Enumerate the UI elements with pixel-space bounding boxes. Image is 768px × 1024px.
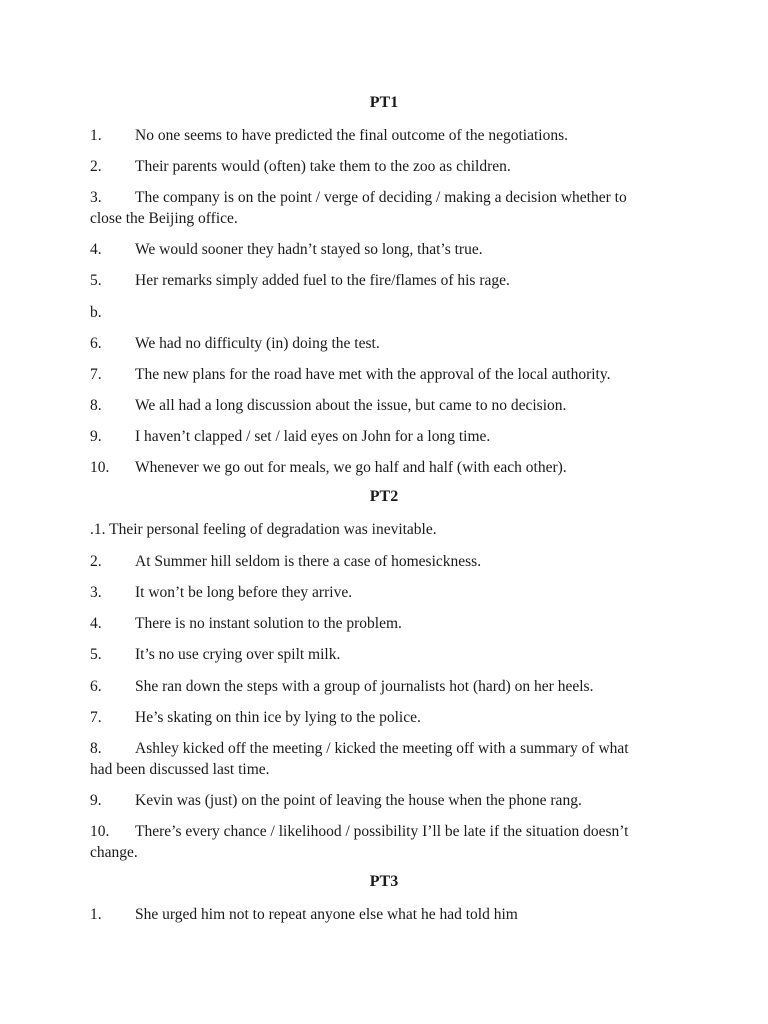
item-text: She ran down the steps with a group of journalists hot (hard) on her heels. <box>135 678 594 695</box>
item-text: The new plans for the road have met with the approval of the local authority. <box>135 366 611 383</box>
section-heading-pt2: PT2 <box>369 488 399 505</box>
list-item <box>90 187 670 208</box>
list-item <box>90 644 670 665</box>
item-text: It’s no use crying over spilt milk. <box>135 646 341 663</box>
list-item <box>90 333 670 354</box>
item-number: 7. <box>90 709 102 726</box>
list-item <box>90 426 670 447</box>
item-number: 2. <box>90 553 102 570</box>
list-item <box>90 302 670 323</box>
item-number: 1. <box>90 127 102 144</box>
item-text: Kevin was (just) on the point of leaving the house when the phone rang. <box>135 792 582 809</box>
list-item-continuation <box>90 208 670 229</box>
item-number: 6. <box>90 335 102 352</box>
item-text: Ashley kicked off the meeting / kicked the meeting off with a summary of what <box>135 740 629 757</box>
item-text: It won’t be long before they arrive. <box>135 584 353 601</box>
list-item <box>90 364 670 385</box>
item-text: At Summer hill seldom is there a case of homesickness. <box>135 553 482 570</box>
list-item <box>90 790 670 811</box>
list-item <box>90 676 670 697</box>
item-number: 9. <box>90 428 102 445</box>
list-item <box>90 582 670 603</box>
item-number: 5. <box>90 272 102 289</box>
list-item <box>90 270 670 291</box>
item-text: We had no difficulty (in) doing the test. <box>135 335 380 352</box>
list-item-continuation <box>90 842 670 863</box>
list-item <box>90 551 670 572</box>
list-item <box>90 738 670 759</box>
item-number: 4. <box>90 241 102 258</box>
item-number: 10. <box>90 823 110 840</box>
item-text: Whenever we go out for meals, we go half and half (with each other). <box>135 459 567 476</box>
item-text: We would sooner they hadn’t stayed so long, that’s true. <box>135 241 483 258</box>
list-item <box>90 904 670 925</box>
list-item <box>90 457 670 478</box>
list-item <box>90 613 670 634</box>
item-text: No one seems to have predicted the final outcome of the negotiations. <box>135 127 569 144</box>
item-number: 8. <box>90 397 102 414</box>
item-text: She urged him not to repeat anyone else what he had told him <box>135 906 518 923</box>
item-text: There’s every chance / likelihood / possibility I’ll be late if the situation doesn’t <box>135 823 629 840</box>
item-number: 3. <box>90 584 102 601</box>
item-number: 5. <box>90 646 102 663</box>
section-heading-pt1: PT1 <box>369 94 399 111</box>
item-text: He’s skating on thin ice by lying to the police. <box>135 709 421 726</box>
item-text: The company is on the point / verge of deciding / making a decision whether to <box>135 189 627 206</box>
item-text: I haven’t clapped / set / laid eyes on John for a long time. <box>135 428 491 445</box>
item-number: 10. <box>90 459 110 476</box>
list-item <box>90 125 670 146</box>
item-text: close the Beijing office. <box>90 210 238 227</box>
list-item <box>90 707 670 728</box>
item-number: 6. <box>90 678 102 695</box>
item-text: change. <box>90 844 138 861</box>
item-text: Their parents would (often) take them to the zoo as children. <box>135 158 511 175</box>
item-number: 4. <box>90 615 102 632</box>
item-number: 1. <box>90 906 102 923</box>
item-number: 8. <box>90 740 102 757</box>
item-number: b. <box>90 304 102 321</box>
item-number: 9. <box>90 792 102 809</box>
list-item <box>90 239 670 260</box>
list-item-continuation <box>90 759 670 780</box>
list-item <box>90 156 670 177</box>
item-text: had been discussed last time. <box>90 761 270 778</box>
item-text: Her remarks simply added fuel to the fire/flames of his rage. <box>135 272 510 289</box>
item-text: There is no instant solution to the problem. <box>135 615 402 632</box>
item-number: 7. <box>90 366 102 383</box>
list-item <box>90 821 670 842</box>
item-text: .1. Their personal feeling of degradation was inevitable. <box>90 521 437 538</box>
item-number: 2. <box>90 158 102 175</box>
list-item <box>90 519 670 540</box>
item-number: 3. <box>90 189 102 206</box>
list-item <box>90 395 670 416</box>
section-heading-pt3: PT3 <box>369 873 399 890</box>
item-text: We all had a long discussion about the issue, but came to no decision. <box>135 397 567 414</box>
